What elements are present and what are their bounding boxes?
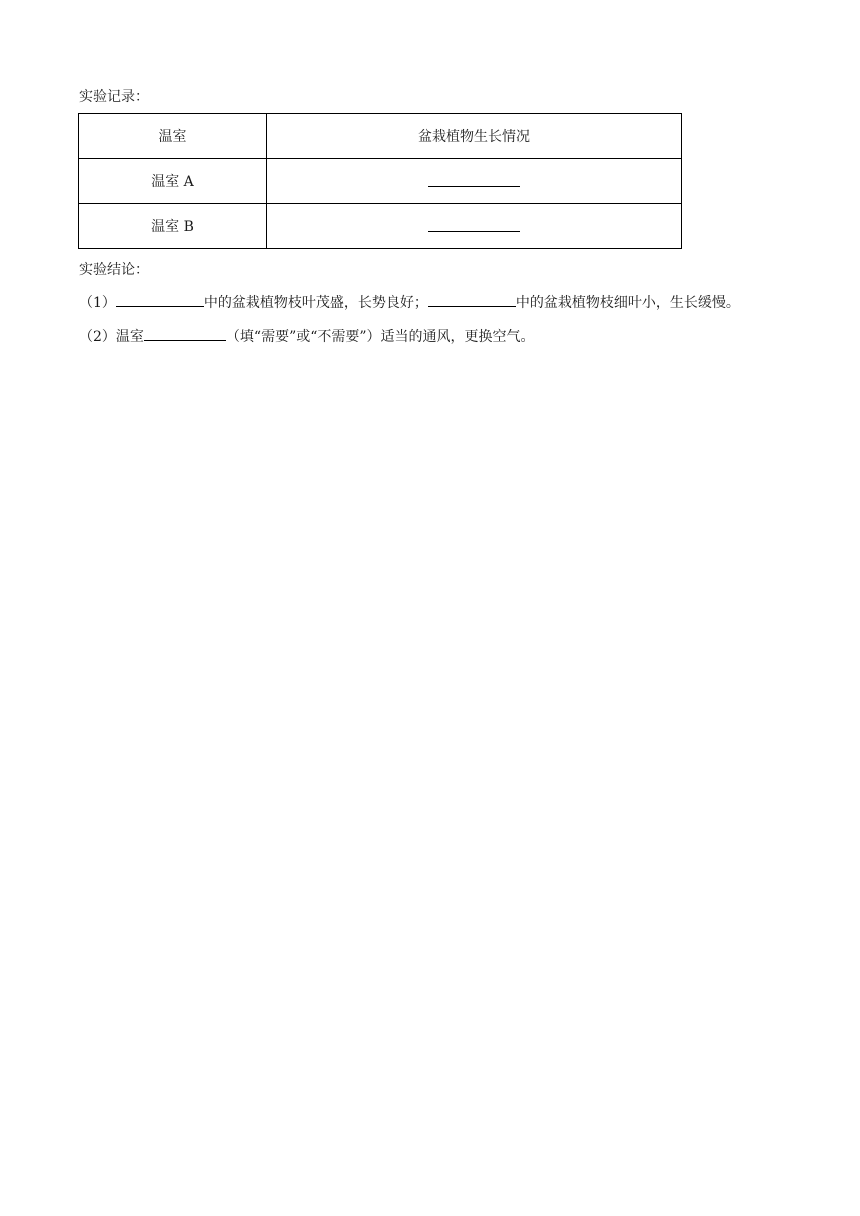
record-heading: 实验记录： bbox=[79, 89, 149, 105]
answer-blank[interactable] bbox=[428, 172, 520, 187]
row-growth-cell bbox=[267, 204, 682, 249]
row-growth-cell bbox=[267, 159, 682, 204]
item-text: 温室 bbox=[115, 329, 144, 345]
answer-blank[interactable] bbox=[144, 326, 226, 341]
header-greenhouse: 温室 bbox=[79, 114, 267, 159]
item-number: （2） bbox=[79, 329, 116, 345]
item-text: （填“需要”或“不需要”）适当的通风，更换空气。 bbox=[225, 329, 535, 345]
item-text: 中的盆栽植物枝叶茂盛，长势良好； bbox=[203, 295, 428, 311]
table-header-row bbox=[79, 114, 682, 159]
conclusion-heading: 实验结论： bbox=[79, 262, 149, 278]
header-growth: 盆栽植物生长情况 bbox=[267, 114, 682, 159]
table-row bbox=[79, 159, 682, 204]
record-table bbox=[78, 113, 682, 249]
answer-blank[interactable] bbox=[428, 292, 516, 307]
item-number: （1） bbox=[79, 295, 116, 311]
row-greenhouse-label: 温室 B bbox=[79, 204, 267, 249]
row-greenhouse-label: 温室 A bbox=[79, 159, 267, 204]
conclusion-item-2 bbox=[79, 326, 535, 347]
answer-blank[interactable] bbox=[428, 217, 520, 232]
table-row bbox=[79, 204, 682, 249]
item-text: 中的盆栽植物枝细叶小，生长缓慢。 bbox=[515, 295, 740, 311]
conclusion-item-1 bbox=[79, 292, 740, 313]
answer-blank[interactable] bbox=[116, 292, 204, 307]
